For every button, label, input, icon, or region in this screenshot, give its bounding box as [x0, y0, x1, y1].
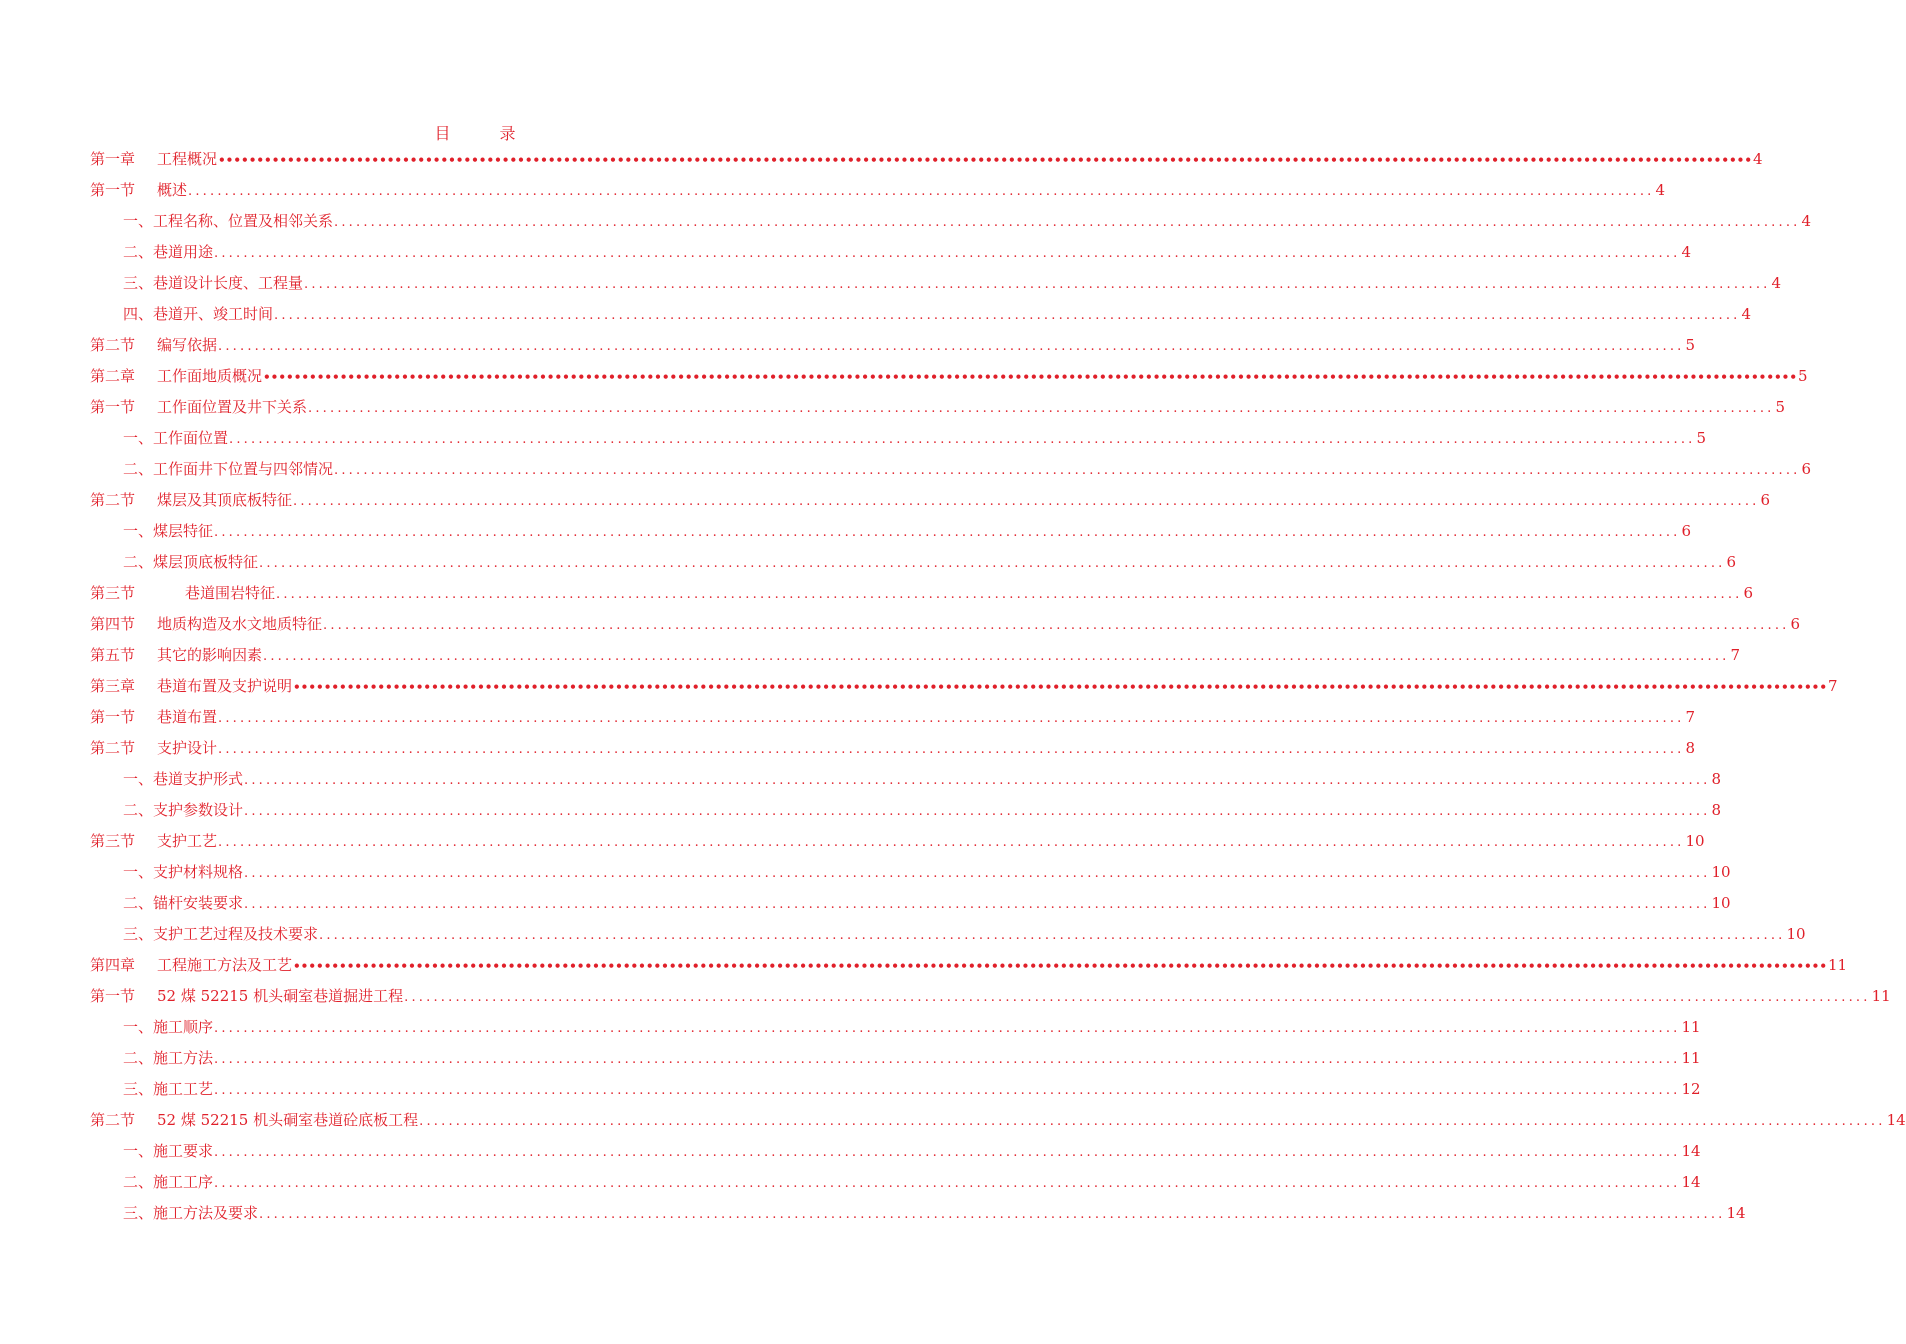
toc-subitem-entry[interactable] — [90, 1074, 1701, 1105]
toc-entry-text: 二、锚杆安装要求 — [123, 894, 244, 912]
toc-entry-number: 第二节 — [90, 491, 136, 509]
toc-page-number: 8 — [1685, 739, 1696, 757]
toc-chapter-entry[interactable] — [90, 361, 1808, 392]
toc-entry-number: 第三章 — [90, 677, 136, 695]
toc-subitem-entry[interactable] — [90, 268, 1782, 299]
dot-leader: ........................................................................................................................................................................................................ — [244, 897, 1711, 912]
toc-subitem-entry[interactable] — [90, 423, 1707, 454]
toc-subitem-entry[interactable] — [90, 237, 1692, 268]
toc-entry-text: 一、工程名称、位置及相邻关系 — [123, 212, 334, 230]
toc-subitem-entry[interactable] — [90, 206, 1812, 237]
toc-entry-text: 巷道布置及支护说明 — [157, 677, 293, 695]
toc-page-number: 7 — [1828, 677, 1838, 695]
dot-leader: ........................................................................................................................................................................................................ — [319, 928, 1786, 943]
toc-page-number: 5 — [1775, 398, 1786, 416]
toc-page-number: 4 — [1655, 181, 1666, 199]
toc-page-number: 6 — [1726, 553, 1737, 571]
dot-leader: ........................................................................................................................................................................................................ — [214, 1145, 1681, 1160]
toc-entry-text: 52 煤 52215 机头硐室巷道掘进工程 — [157, 987, 404, 1005]
toc-section-entry[interactable] — [90, 981, 1891, 1012]
toc-page-number: 6 — [1681, 522, 1692, 540]
dot-leader: ........................................................................................................................................................................................................ — [218, 742, 1685, 757]
toc-list — [90, 144, 1906, 1229]
dot-leader: ........................................................................................................................................................................................................ — [188, 184, 1655, 199]
toc-section-entry[interactable] — [90, 1105, 1906, 1136]
toc-entry-text: 一、施工顺序 — [123, 1018, 214, 1036]
dot-leader: ........................................................................................................................................................................................................ — [218, 711, 1685, 726]
dot-leader: ........................................................................................................................................................................................................ — [259, 1207, 1726, 1222]
toc-page-number: 11 — [1871, 987, 1891, 1005]
toc-entry-text: 二、巷道用途 — [123, 243, 214, 261]
toc-page-number: 7 — [1730, 646, 1741, 664]
toc-page-number: 5 — [1696, 429, 1707, 447]
dot-leader: •••••••••••••••••••••••••••••••••••••••••••••••••••••••••••••••••••••••••••••••••••••••••••••••••••••••••••••••••••••••••••••••••••••••••••••••••••••••••••••••••••••••••••••••••••••••••••••••••••••••• — [218, 153, 1752, 167]
dot-leader: ........................................................................................................................................................................................................ — [404, 990, 1871, 1005]
toc-entry-text: 二、工作面井下位置与四邻情况 — [123, 460, 334, 478]
toc-entry-text: 三、巷道设计长度、工程量 — [123, 274, 304, 292]
dot-leader: ........................................................................................................................................................................................................ — [276, 587, 1743, 602]
toc-subitem-entry[interactable] — [90, 516, 1692, 547]
dot-leader: ........................................................................................................................................................................................................ — [293, 494, 1760, 509]
toc-entry-number: 第一节 — [90, 181, 136, 199]
toc-page-number: 4 — [1801, 212, 1812, 230]
toc-entry-text: 工程概况 — [157, 150, 218, 168]
toc-page-number: 5 — [1685, 336, 1696, 354]
toc-entry-text: 一、工作面位置 — [123, 429, 229, 447]
toc-section-entry[interactable] — [90, 392, 1786, 423]
dot-leader: ........................................................................................................................................................................................................ — [218, 835, 1685, 850]
toc-page-number: 14 — [1681, 1173, 1701, 1191]
toc-page-number: 10 — [1711, 894, 1731, 912]
toc-entry-number: 第五节 — [90, 646, 136, 664]
toc-page-number: 10 — [1786, 925, 1806, 943]
toc-section-entry[interactable] — [90, 640, 1741, 671]
toc-entry-text: 概述 — [157, 181, 188, 199]
dot-leader: ........................................................................................................................................................................................................ — [214, 525, 1681, 540]
toc-entry-number: 第一章 — [90, 150, 136, 168]
toc-chapter-entry[interactable] — [90, 671, 1838, 702]
toc-entry-number: 第一节 — [90, 987, 136, 1005]
toc-entry-text: 三、施工方法及要求 — [123, 1204, 259, 1222]
dot-leader: •••••••••••••••••••••••••••••••••••••••••••••••••••••••••••••••••••••••••••••••••••••••••••••••••••••••••••••••••••••••••••••••••••••••••••••••••••••••••••••••••••••••••••••••••••••••••••••••••••••••• — [293, 680, 1827, 694]
toc-page-number: 11 — [1681, 1049, 1701, 1067]
toc-entry-text: 一、施工要求 — [123, 1142, 214, 1160]
toc-entry-text: 四、巷道开、竣工时间 — [123, 305, 274, 323]
toc-entry-text: 52 煤 52215 机头硐室巷道砼底板工程 — [157, 1111, 419, 1129]
toc-section-entry[interactable] — [90, 175, 1666, 206]
toc-subitem-entry[interactable] — [90, 919, 1806, 950]
toc-subitem-entry[interactable] — [90, 299, 1752, 330]
toc-subitem-entry[interactable] — [90, 1198, 1746, 1229]
toc-subitem-entry[interactable] — [90, 454, 1812, 485]
dot-leader: ........................................................................................................................................................................................................ — [214, 1176, 1681, 1191]
toc-entry-text: 工作面位置及井下关系 — [157, 398, 308, 416]
dot-leader: •••••••••••••••••••••••••••••••••••••••••••••••••••••••••••••••••••••••••••••••••••••••••••••••••••••••••••••••••••••••••••••••••••••••••••••••••••••••••••••••••••••••••••••••••••••••••••••••••••••••• — [293, 959, 1827, 973]
toc-entry-text: 二、煤层顶底板特征 — [123, 553, 259, 571]
toc-entry-number: 第四章 — [90, 956, 136, 974]
toc-entry-number: 第二章 — [90, 367, 136, 385]
dot-leader: ........................................................................................................................................................................................................ — [214, 1052, 1681, 1067]
toc-page-number: 10 — [1711, 863, 1731, 881]
toc-entry-text: 巷道布置 — [157, 708, 218, 726]
toc-entry-text: 二、施工工序 — [123, 1173, 214, 1191]
toc-title: 目 录 — [434, 124, 538, 143]
toc-page-number: 6 — [1801, 460, 1812, 478]
toc-page-number: 7 — [1685, 708, 1696, 726]
toc-section-entry[interactable] — [90, 826, 1705, 857]
dot-leader: ........................................................................................................................................................................................................ — [244, 804, 1711, 819]
toc-entry-number: 第三节 — [90, 584, 136, 602]
toc-subitem-entry[interactable] — [90, 888, 1731, 919]
toc-page-number: 5 — [1798, 367, 1808, 385]
toc-page-number: 14 — [1726, 1204, 1746, 1222]
toc-page-number: 4 — [1771, 274, 1782, 292]
toc-subitem-entry[interactable] — [90, 1167, 1701, 1198]
dot-leader: ........................................................................................................................................................................................................ — [259, 556, 1726, 571]
toc-page-number: 12 — [1681, 1080, 1701, 1098]
toc-section-entry[interactable] — [90, 733, 1696, 764]
toc-subitem-entry[interactable] — [90, 1043, 1701, 1074]
toc-entry-text: 其它的影响因素 — [157, 646, 263, 664]
toc-subitem-entry[interactable] — [90, 547, 1737, 578]
dot-leader: ........................................................................................................................................................................................................ — [334, 463, 1801, 478]
toc-entry-number: 第一节 — [90, 708, 136, 726]
toc-page-number: 11 — [1681, 1018, 1701, 1036]
toc-page-number: 6 — [1743, 584, 1754, 602]
toc-entry-number: 第四节 — [90, 615, 136, 633]
toc-entry-text: 煤层及其顶底板特征 — [157, 491, 293, 509]
dot-leader: ........................................................................................................................................................................................................ — [214, 246, 1681, 261]
dot-leader: ........................................................................................................................................................................................................ — [308, 401, 1775, 416]
toc-section-entry[interactable] — [90, 702, 1696, 733]
toc-entry-number: 第二节 — [90, 739, 136, 757]
dot-leader: ........................................................................................................................................................................................................ — [323, 618, 1790, 633]
dot-leader: ........................................................................................................................................................................................................ — [218, 339, 1685, 354]
toc-entry-number: 第三节 — [90, 832, 136, 850]
dot-leader: •••••••••••••••••••••••••••••••••••••••••••••••••••••••••••••••••••••••••••••••••••••••••••••••••••••••••••••••••••••••••••••••••••••••••••••••••••••••••••••••••••••••••••••••••••••••••••••••••••••••• — [263, 370, 1797, 384]
toc-section-entry[interactable] — [90, 609, 1801, 640]
toc-entry-text: 一、巷道支护形式 — [123, 770, 244, 788]
dot-leader: ........................................................................................................................................................................................................ — [244, 866, 1711, 881]
toc-page-number: 10 — [1685, 832, 1705, 850]
toc-subitem-entry[interactable] — [90, 795, 1722, 826]
toc-page-number: 4 — [1741, 305, 1752, 323]
dot-leader: ........................................................................................................................................................................................................ — [229, 432, 1696, 447]
dot-leader: ........................................................................................................................................................................................................ — [304, 277, 1771, 292]
toc-page-number: 4 — [1753, 150, 1763, 168]
dot-leader: ........................................................................................................................................................................................................ — [263, 649, 1730, 664]
toc-page-number: 8 — [1711, 770, 1722, 788]
dot-leader: ........................................................................................................................................................................................................ — [244, 773, 1711, 788]
toc-subitem-entry[interactable] — [90, 857, 1731, 888]
toc-entry-text: 工程施工方法及工艺 — [157, 956, 293, 974]
toc-subitem-entry[interactable] — [90, 764, 1722, 795]
toc-entry-number: 第二节 — [90, 1111, 136, 1129]
toc-subitem-entry[interactable] — [90, 1136, 1701, 1167]
toc-entry-text: 地质构造及水文地质特征 — [157, 615, 323, 633]
toc-entry-text: 一、煤层特征 — [123, 522, 214, 540]
toc-chapter-entry[interactable] — [90, 950, 1848, 981]
toc-section-entry[interactable] — [90, 578, 1754, 609]
toc-chapter-entry[interactable] — [90, 144, 1763, 175]
toc-entry-text: 三、施工工艺 — [123, 1080, 214, 1098]
toc-entry-text: 编写依据 — [157, 336, 218, 354]
toc-subitem-entry[interactable] — [90, 1012, 1701, 1043]
toc-entry-text: 支护设计 — [157, 739, 218, 757]
dot-leader: ........................................................................................................................................................................................................ — [419, 1114, 1886, 1129]
toc-entry-number: 第二节 — [90, 336, 136, 354]
dot-leader: ........................................................................................................................................................................................................ — [274, 308, 1741, 323]
toc-entry-number: 第一节 — [90, 398, 136, 416]
toc-page-number: 11 — [1828, 956, 1848, 974]
toc-page-number: 6 — [1790, 615, 1801, 633]
toc-section-entry[interactable] — [90, 330, 1696, 361]
toc-page-number: 14 — [1886, 1111, 1906, 1129]
toc-page-number: 8 — [1711, 801, 1722, 819]
dot-leader: ........................................................................................................................................................................................................ — [334, 215, 1801, 230]
dot-leader: ........................................................................................................................................................................................................ — [214, 1021, 1681, 1036]
toc-page-number: 6 — [1760, 491, 1771, 509]
toc-page-number: 14 — [1681, 1142, 1701, 1160]
toc-entry-text: 三、支护工艺过程及技术要求 — [123, 925, 319, 943]
toc-entry-text: 二、支护参数设计 — [123, 801, 244, 819]
toc-entry-text: 巷道围岩特征 — [185, 584, 276, 602]
toc-entry-text: 二、施工方法 — [123, 1049, 214, 1067]
toc-page-number: 4 — [1681, 243, 1692, 261]
toc-section-entry[interactable] — [90, 485, 1771, 516]
toc-entry-text: 工作面地质概况 — [157, 367, 263, 385]
toc-entry-text: 支护工艺 — [157, 832, 218, 850]
toc-entry-text: 一、支护材料规格 — [123, 863, 244, 881]
dot-leader: ........................................................................................................................................................................................................ — [214, 1083, 1681, 1098]
